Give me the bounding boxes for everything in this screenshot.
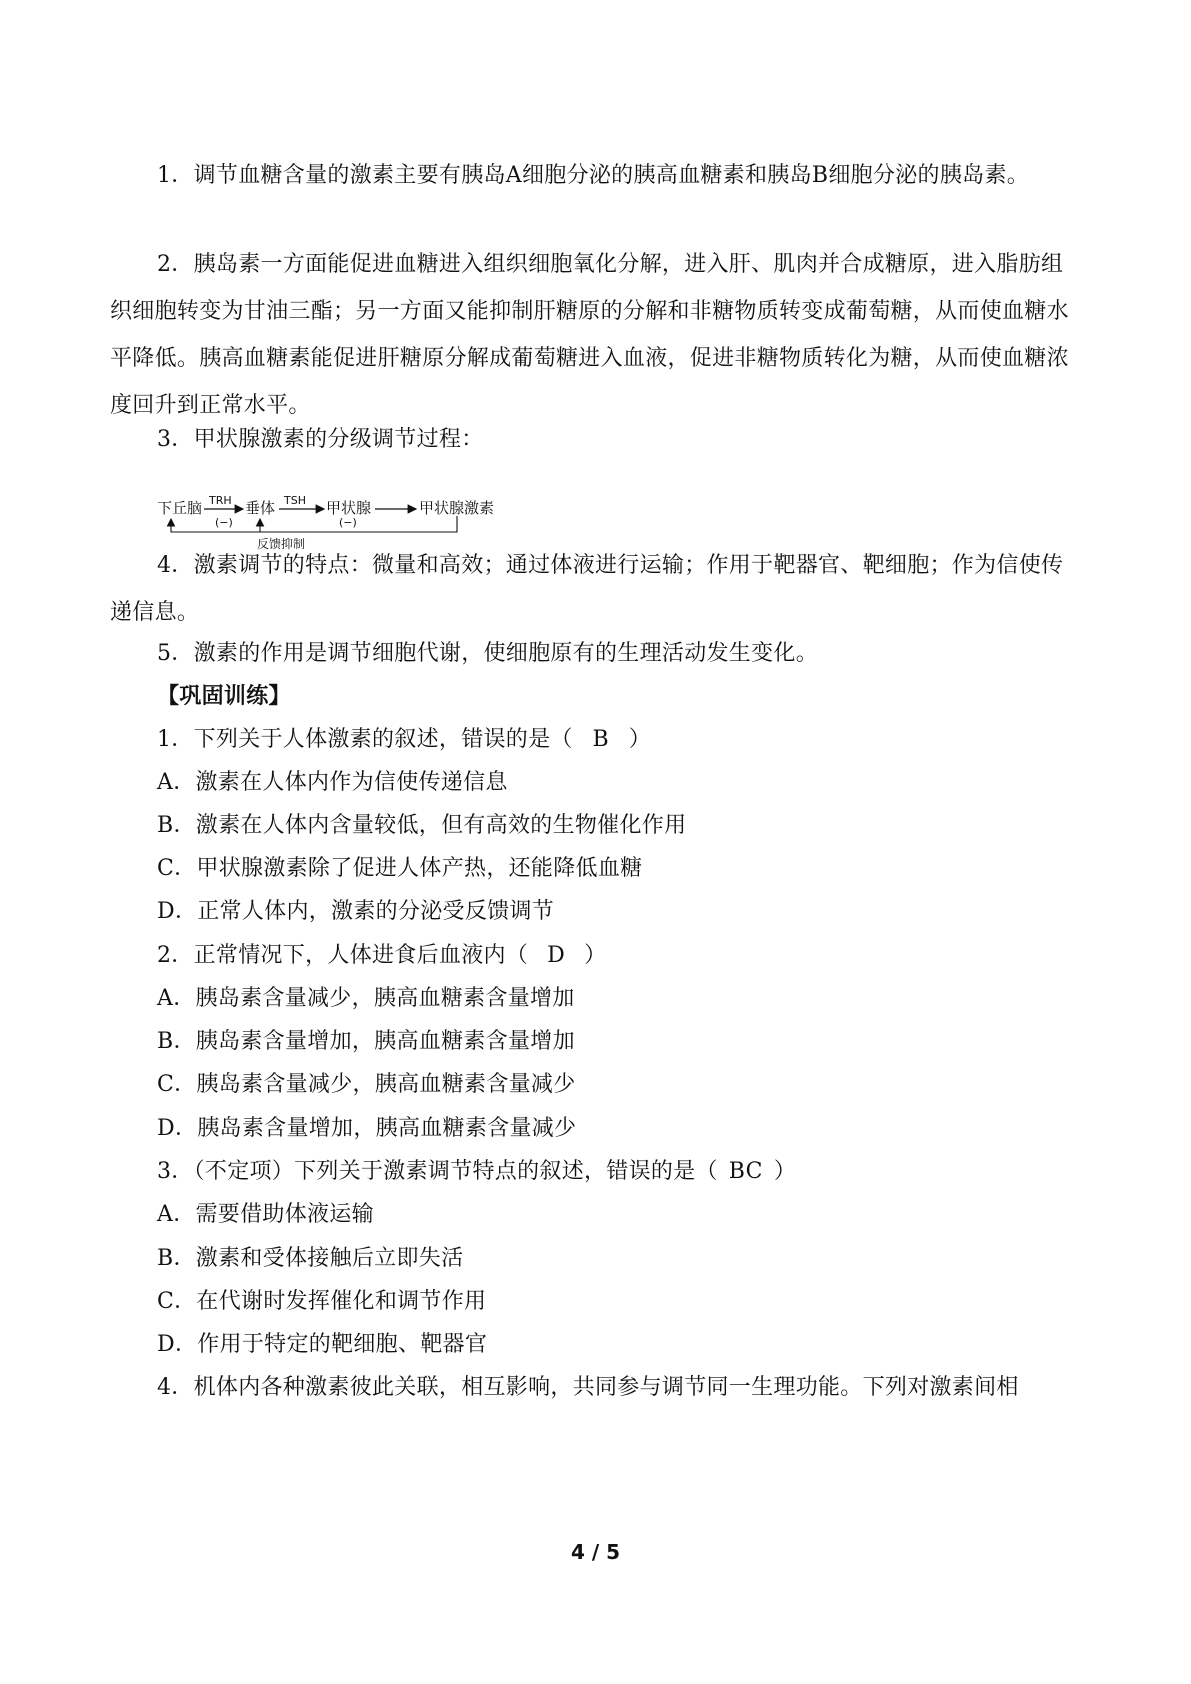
- paragraph-2: 2．胰岛素一方面能促进血糖进入组织细胞氧化分解，进入肝、肌肉并合成糖原，进入脂肪组织细胞转变为甘油三酯；另一方面又能抑制肝糖原的分解和非糖物质转变成葡萄糖，从而使血糖水平降低。胰高血糖素能促进肝糖原分解成葡萄糖进入血液，促进非糖物质转化为糖，从而使血糖浓度回升到正常水平。: [110, 252, 1069, 418]
- node-thyroid: 甲状腺: [326, 499, 372, 517]
- inhibit-mark-1: (−): [215, 516, 233, 529]
- question-1-option-a: A．激素在人体内作为信使传递信息: [157, 770, 508, 795]
- question-3-option-d: D．作用于特定的靶细胞、靶器官: [157, 1332, 488, 1357]
- question-3-option-c: C．在代谢时发挥催化和调节作用: [157, 1289, 487, 1314]
- section-title: 【巩固训练】: [157, 684, 291, 709]
- question-4-stem: 4．机体内各种激素彼此关联，相互影响，共同参与调节同一生理功能。下列对激素间相: [157, 1375, 1019, 1400]
- page-number: 4 / 5: [570, 1540, 621, 1564]
- question-2-option-b: B．胰岛素含量增加，胰高血糖素含量增加: [157, 1029, 575, 1054]
- node-hypothalamus: 下丘脑: [157, 499, 203, 517]
- question-1-close: ）: [628, 727, 652, 752]
- node-pituitary: 垂体: [245, 499, 276, 517]
- node-thyroid-hormone: 甲状腺激素: [419, 499, 495, 517]
- inhibit-mark-2: (−): [339, 516, 357, 529]
- paragraph-4: 4．激素调节的特点：微量和高效；通过体液进行运输；作用于靶器官、靶细胞；作为信使传递信息。: [110, 553, 1064, 625]
- question-3-option-b: B．激素和受体接触后立即失活: [157, 1246, 464, 1271]
- question-1-option-c: C．甲状腺激素除了促进人体产热，还能降低血糖: [157, 856, 643, 881]
- question-3-option-a: A．需要借助体液运输: [157, 1202, 374, 1227]
- question-2-text: 2．正常情况下，人体进食后血液内（: [157, 943, 529, 968]
- question-2-option-d: D．胰岛素含量增加，胰高血糖素含量减少: [157, 1116, 577, 1141]
- question-1-stem: [157, 716, 651, 763]
- question-2-option-c: C．胰岛素含量减少，胰高血糖素含量减少: [157, 1072, 576, 1097]
- question-2-answer: D: [547, 943, 566, 968]
- paragraph-5: 5．激素的作用是调节细胞代谢，使细胞原有的生理活动发生变化。: [157, 641, 818, 666]
- paragraph-1: 1．调节血糖含量的激素主要有胰岛A细胞分泌的胰高血糖素和胰岛B细胞分泌的胰岛素。: [157, 163, 1030, 188]
- question-3-stem: [157, 1148, 796, 1195]
- feedback-line-hypothalamus: [171, 516, 457, 532]
- paragraph-3: 3．甲状腺激素的分级调节过程：: [157, 427, 484, 452]
- label-trh: TRH: [209, 494, 232, 507]
- question-3-answer: BC: [728, 1159, 763, 1184]
- question-1-option-b: B．激素在人体内含量较低，但有高效的生物催化作用: [157, 813, 687, 838]
- question-3-text: 3．（不定项）下列关于激素调节特点的叙述，错误的是（: [157, 1159, 718, 1184]
- question-3-close: ）: [773, 1159, 797, 1184]
- label-tsh: TSH: [284, 494, 306, 507]
- question-2-stem: [157, 932, 606, 979]
- question-1-answer: B: [592, 727, 609, 752]
- question-2-close: ）: [584, 943, 607, 968]
- feedback-label: 反馈抑制: [257, 537, 306, 551]
- question-2-option-a: A．胰岛素含量减少，胰高血糖素含量增加: [157, 986, 575, 1011]
- question-1-option-d: D．正常人体内，激素的分泌受反馈调节: [157, 899, 555, 924]
- question-1-text: 1．下列关于人体激素的叙述，错误的是（: [157, 727, 573, 752]
